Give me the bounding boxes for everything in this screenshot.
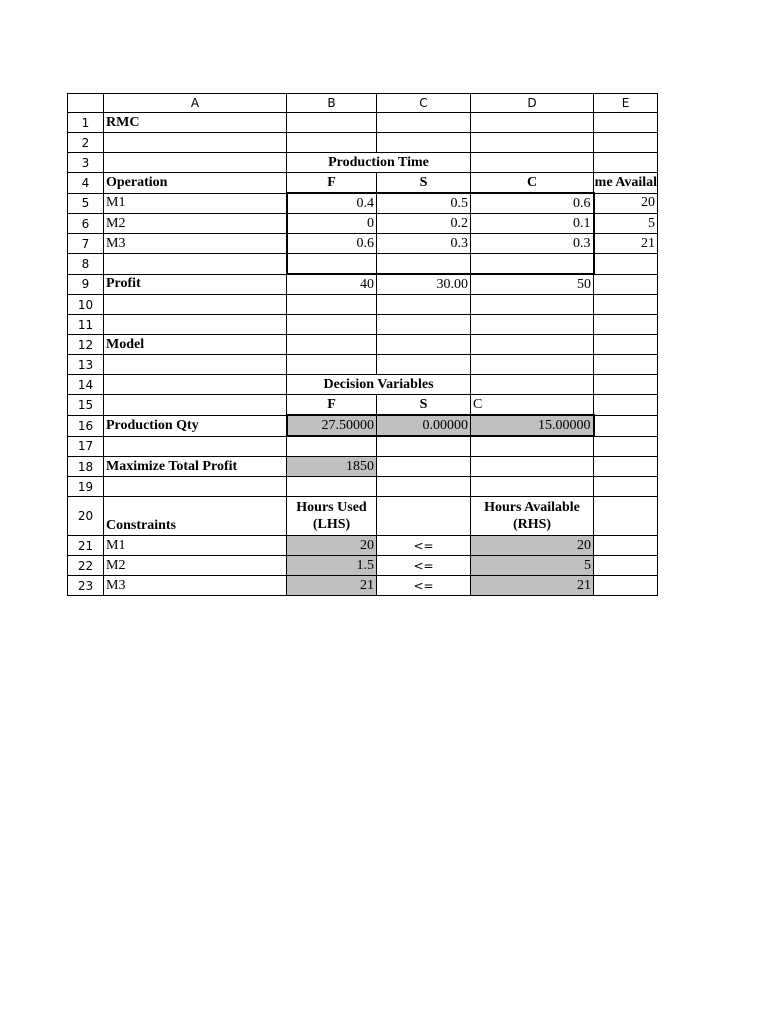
cell-c4[interactable]: S [377, 173, 471, 194]
cell-a15[interactable] [104, 395, 287, 416]
cell-e2[interactable] [594, 133, 658, 153]
cell-e21[interactable] [594, 536, 658, 556]
cell-a5[interactable]: M1 [104, 193, 287, 214]
row-3 [68, 153, 658, 173]
cell-a19[interactable] [104, 477, 287, 497]
cell-e16[interactable] [594, 415, 658, 436]
spreadsheet-grid [67, 93, 658, 596]
cell-b6[interactable]: 0 [287, 214, 377, 234]
cell-a7[interactable]: M3 [104, 234, 287, 254]
cell-d21[interactable]: 20 [471, 536, 594, 556]
cell-e10[interactable] [594, 295, 658, 315]
cell-e6[interactable]: 5 [594, 214, 658, 234]
row-header[interactable]: 16 [68, 415, 104, 436]
cell-b18[interactable]: 1850 [287, 457, 377, 477]
cell-a11[interactable] [104, 315, 287, 335]
cell-d4[interactable]: C [471, 173, 594, 194]
cell-a18[interactable]: Maximize Total Profit [104, 457, 287, 477]
cell-b2[interactable] [287, 133, 377, 153]
row-19 [68, 477, 658, 497]
cell-c20[interactable] [377, 497, 471, 536]
cell-c12[interactable] [377, 335, 471, 355]
cell-b22[interactable]: 1.5 [287, 556, 377, 576]
cell-a12[interactable]: Model [104, 335, 287, 355]
column-header-b[interactable]: B [287, 94, 377, 113]
cell-b23[interactable]: 21 [287, 576, 377, 596]
cell-d13[interactable] [471, 355, 594, 375]
cell-d19[interactable] [471, 477, 594, 497]
cell-e20[interactable] [594, 497, 658, 536]
cell-b3-merged[interactable]: Production Time [287, 153, 471, 173]
cell-e8[interactable] [594, 254, 658, 275]
cell-a8[interactable] [104, 254, 287, 275]
cell-a14[interactable] [104, 375, 287, 395]
cell-a3[interactable] [104, 153, 287, 173]
column-header-row [68, 94, 658, 113]
cell-e3[interactable] [594, 153, 658, 173]
cell-d3[interactable] [471, 153, 594, 173]
row-14 [68, 375, 658, 395]
cell-c10[interactable] [377, 295, 471, 315]
row-header[interactable]: 21 [68, 536, 104, 556]
row-20 [68, 497, 658, 536]
row-17 [68, 436, 658, 457]
row-18 [68, 457, 658, 477]
cell-c11[interactable] [377, 315, 471, 335]
cell-d15[interactable]: C [471, 395, 594, 416]
row-5 [68, 193, 658, 214]
row-8 [68, 254, 658, 275]
cell-e14[interactable] [594, 375, 658, 395]
cell-d6[interactable]: 0.1 [471, 214, 594, 234]
cell-a22[interactable]: M2 [104, 556, 287, 576]
row-header[interactable]: 15 [68, 395, 104, 416]
cell-b11[interactable] [287, 315, 377, 335]
corner-cell[interactable] [68, 94, 104, 113]
cell-d1[interactable] [471, 113, 594, 133]
row-header[interactable]: 23 [68, 576, 104, 596]
cell-d8[interactable] [471, 254, 594, 275]
row-header[interactable]: 18 [68, 457, 104, 477]
row-header[interactable]: 12 [68, 335, 104, 355]
row-header[interactable]: 4 [68, 173, 104, 194]
cell-a1[interactable]: RMC [104, 113, 287, 133]
cell-c22[interactable]: <= [377, 556, 471, 576]
cell-c13[interactable] [377, 355, 471, 375]
cell-e12[interactable] [594, 335, 658, 355]
cell-d20[interactable]: Hours Available (RHS) [471, 497, 594, 536]
cell-c6[interactable]: 0.2 [377, 214, 471, 234]
row-header[interactable]: 11 [68, 315, 104, 335]
row-header[interactable]: 10 [68, 295, 104, 315]
cell-b17[interactable] [287, 436, 377, 457]
row-16 [68, 415, 658, 436]
column-header-d[interactable]: D [471, 94, 594, 113]
cell-e15[interactable] [594, 395, 658, 416]
row-12 [68, 335, 658, 355]
row-1 [68, 113, 658, 133]
row-header[interactable]: 5 [68, 193, 104, 214]
cell-e23[interactable] [594, 576, 658, 596]
cell-e18[interactable] [594, 457, 658, 477]
cell-c2[interactable] [377, 133, 471, 153]
row-header[interactable]: 2 [68, 133, 104, 153]
cell-e11[interactable] [594, 315, 658, 335]
column-header-e[interactable]: E [594, 94, 658, 113]
cell-d17[interactable] [471, 436, 594, 457]
cell-d11[interactable] [471, 315, 594, 335]
cell-b4[interactable]: F [287, 173, 377, 194]
cell-b10[interactable] [287, 295, 377, 315]
cell-e9[interactable] [594, 274, 658, 295]
cell-d23[interactable]: 21 [471, 576, 594, 596]
cell-a23[interactable]: M3 [104, 576, 287, 596]
cell-c9[interactable]: 30.00 [377, 274, 471, 295]
cell-d12[interactable] [471, 335, 594, 355]
cell-a10[interactable] [104, 295, 287, 315]
cell-c23[interactable]: <= [377, 576, 471, 596]
cell-d22[interactable]: 5 [471, 556, 594, 576]
cell-c7[interactable]: 0.3 [377, 234, 471, 254]
cell-b8[interactable] [287, 254, 377, 275]
row-header[interactable]: 19 [68, 477, 104, 497]
row-header[interactable]: 17 [68, 436, 104, 457]
cell-d9[interactable]: 50 [471, 274, 594, 295]
cell-a13[interactable] [104, 355, 287, 375]
column-header-c[interactable]: C [377, 94, 471, 113]
cell-e5[interactable]: 20 [594, 193, 658, 214]
row-header[interactable]: 7 [68, 234, 104, 254]
row-header[interactable]: 14 [68, 375, 104, 395]
cell-e1[interactable] [594, 113, 658, 133]
cell-a4[interactable]: Operation [104, 173, 287, 194]
cell-d16[interactable]: 15.00000 [471, 415, 594, 436]
row-header[interactable]: 20 [68, 497, 104, 536]
cell-a16[interactable]: Production Qty [104, 415, 287, 436]
row-10 [68, 295, 658, 315]
column-header-a[interactable]: A [104, 94, 287, 113]
row-header[interactable]: 9 [68, 274, 104, 295]
cell-b21[interactable]: 20 [287, 536, 377, 556]
cell-e13[interactable] [594, 355, 658, 375]
cell-e22[interactable] [594, 556, 658, 576]
cell-e7[interactable]: 21 [594, 234, 658, 254]
cell-d14[interactable] [471, 375, 594, 395]
cell-b9[interactable]: 40 [287, 274, 377, 295]
row-6 [68, 214, 658, 234]
row-2 [68, 133, 658, 153]
cell-b13[interactable] [287, 355, 377, 375]
row-22 [68, 556, 658, 576]
cell-e4[interactable]: me Availal [594, 173, 658, 194]
cell-c18[interactable] [377, 457, 471, 477]
cell-a9[interactable]: Profit [104, 274, 287, 295]
row-7 [68, 234, 658, 254]
cell-b14-merged[interactable]: Decision Variables [287, 375, 471, 395]
cell-d18[interactable] [471, 457, 594, 477]
cell-d2[interactable] [471, 133, 594, 153]
row-11 [68, 315, 658, 335]
cell-e19[interactable] [594, 477, 658, 497]
cell-d10[interactable] [471, 295, 594, 315]
row-9 [68, 274, 658, 295]
cell-b16[interactable]: 27.50000 [287, 415, 377, 436]
row-13 [68, 355, 658, 375]
cell-b7[interactable]: 0.6 [287, 234, 377, 254]
row-header[interactable]: 8 [68, 254, 104, 275]
cell-b15[interactable]: F [287, 395, 377, 416]
row-header[interactable]: 13 [68, 355, 104, 375]
cell-c17[interactable] [377, 436, 471, 457]
cell-c1[interactable] [377, 113, 471, 133]
cell-a2[interactable] [104, 133, 287, 153]
cell-c16[interactable]: 0.00000 [377, 415, 471, 436]
cell-c15[interactable]: S [377, 395, 471, 416]
row-23 [68, 576, 658, 596]
row-header[interactable]: 3 [68, 153, 104, 173]
cell-c5[interactable]: 0.5 [377, 193, 471, 214]
row-header[interactable]: 1 [68, 113, 104, 133]
cell-a20[interactable]: Constraints [104, 497, 287, 536]
row-header[interactable]: 6 [68, 214, 104, 234]
cell-a6[interactable]: M2 [104, 214, 287, 234]
row-header[interactable]: 22 [68, 556, 104, 576]
cell-d7[interactable]: 0.3 [471, 234, 594, 254]
cell-a17[interactable] [104, 436, 287, 457]
spreadsheet [67, 93, 658, 596]
row-21 [68, 536, 658, 556]
cell-b19[interactable] [287, 477, 377, 497]
cell-b5[interactable]: 0.4 [287, 193, 377, 214]
cell-a21[interactable]: M1 [104, 536, 287, 556]
cell-c19[interactable] [377, 477, 471, 497]
cell-e17[interactable] [594, 436, 658, 457]
cell-b1[interactable] [287, 113, 377, 133]
row-4 [68, 173, 658, 194]
cell-c21[interactable]: <= [377, 536, 471, 556]
cell-b20[interactable]: Hours Used (LHS) [287, 497, 377, 536]
cell-c8[interactable] [377, 254, 471, 275]
cell-b12[interactable] [287, 335, 377, 355]
row-15 [68, 395, 658, 416]
cell-d5[interactable]: 0.6 [471, 193, 594, 214]
